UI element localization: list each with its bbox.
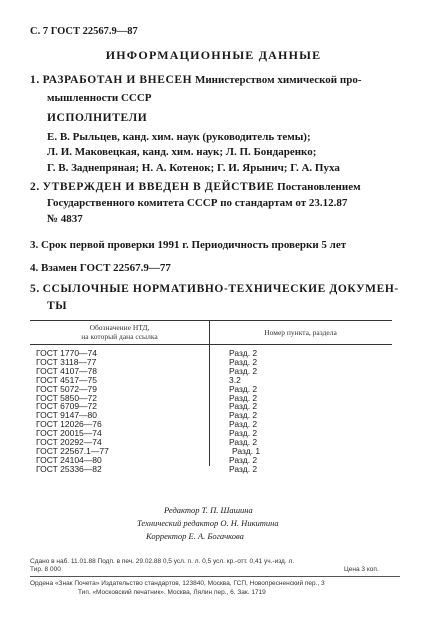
section-2-line2: Государственного комитета СССР по стандартам от 23.12.87 bbox=[47, 197, 348, 209]
table-cell-section: Разд. 2 bbox=[229, 365, 258, 376]
table-cell-designation: ГОСТ 6709—72 bbox=[36, 401, 98, 412]
table-cell-section: Разд. 2 bbox=[229, 356, 258, 367]
section-5 bbox=[30, 281, 399, 297]
table-cell-designation: ГОСТ 5072—79 bbox=[36, 383, 98, 394]
page-title: ИНФОРМАЦИОННЫЕ ДАННЫЕ bbox=[105, 48, 322, 62]
table-cell-designation: ГОСТ 9147—80 bbox=[36, 410, 98, 421]
table-cell-section: Разд. 2 bbox=[229, 383, 258, 394]
table-cell-designation: ГОСТ 12026—76 bbox=[36, 419, 102, 430]
table-cell-designation: ГОСТ 20015—74 bbox=[36, 428, 102, 439]
imprint-price: Цена 3 коп. bbox=[344, 566, 379, 573]
section-5-line2 bbox=[47, 298, 67, 314]
section-1-text: Министерством химической про- bbox=[194, 74, 362, 86]
imprint-line1: Сдано в наб. 11.01.88 Подп. в печ. 29.02.88 0,5 усл. п. л. 0,5 усл. кр.-отт. 0,41 уч.-изд. л. bbox=[30, 558, 295, 565]
footer-rule bbox=[30, 576, 400, 577]
section-5-line1: ССЫЛОЧНЫЕ НОРМАТИВНО-ТЕХНИЧЕСКИЕ ДОКУМЕН- bbox=[42, 283, 399, 295]
imprint-copies: Тир. 8 000 bbox=[30, 566, 61, 573]
page-header: С. 7 ГОСТ 22567.9—87 bbox=[30, 26, 138, 37]
section-1-label: РАЗРАБОТАН И ВНЕСЕН bbox=[42, 74, 193, 86]
performers-label-text: ИСПОЛНИТЕЛИ bbox=[47, 112, 148, 124]
tech-editor-credit: Технический редактор О. Н. Никитина bbox=[137, 518, 279, 528]
section-2 bbox=[30, 179, 361, 195]
table-cell-designation: ГОСТ 4517—75 bbox=[36, 374, 98, 385]
table-cell-section: Разд. 2 bbox=[229, 454, 258, 465]
table-cell-designation: ГОСТ 22567.1—77 bbox=[36, 445, 109, 456]
section-2-label: УТВЕРЖДЕН И ВВЕДЕН В ДЕЙСТВИЕ bbox=[42, 181, 275, 193]
table-cell-section: Разд. 2 bbox=[229, 419, 258, 430]
table-header-col1-line1: Обозначение НТД, bbox=[89, 323, 150, 332]
section-2-num: 2. bbox=[30, 181, 40, 193]
table-cell-designation: ГОСТ 24104—80 bbox=[36, 454, 102, 465]
table-cell-section: Разд. 2 bbox=[229, 401, 258, 412]
table-cell-designation: ГОСТ 5850—72 bbox=[36, 392, 98, 403]
section-4-num: 4. bbox=[30, 262, 39, 274]
section-1 bbox=[30, 72, 362, 88]
section-4-text: Взамен ГОСТ 22567.9—77 bbox=[41, 262, 171, 274]
table-cell-section: Разд. 2 bbox=[229, 437, 258, 447]
section-3 bbox=[30, 237, 346, 253]
section-2-line3: № 4837 bbox=[47, 213, 83, 225]
section-5-line2-text: ТЫ bbox=[47, 300, 68, 312]
section-2-text: Постановлением bbox=[277, 181, 361, 193]
performers-line3: Г. В. Заднепряная; Н. А. Котенок; Г. И. Ярынич; Г. А. Пуха bbox=[47, 162, 340, 174]
performers-line1: Е. В. Рыльцев, канд. хим. наук (руководитель темы); bbox=[47, 131, 311, 143]
table-top-rule bbox=[30, 320, 392, 321]
section-1-line2-text: мышленности СССР bbox=[47, 92, 152, 104]
corrector-credit: Корректор Е. А. Богачкова bbox=[146, 531, 244, 541]
table-cell-section: Разд. 2 bbox=[229, 348, 258, 358]
section-3-num: 3. bbox=[30, 239, 39, 251]
performers-line2: Л. И. Маковецкая, канд. хим. наук; Л. П. Бондаренко; bbox=[47, 146, 317, 158]
editor-credit: Редактор Т. П. Шашина bbox=[164, 505, 253, 515]
table-cell-designation: ГОСТ 20292—74 bbox=[36, 437, 102, 447]
table-header-col1-line2: на который дана ссылка bbox=[81, 332, 158, 341]
table-cell-designation: ГОСТ 25336—82 bbox=[36, 463, 102, 474]
table-cell-section: 3.2 bbox=[229, 374, 241, 385]
table-cell-designation: ГОСТ 1770—74 bbox=[36, 348, 98, 358]
publisher-line1: Ордена «Знак Почета» Издательство стандартов, 123840, Москва, ГСП, Новопресненский пер., 3 bbox=[30, 580, 325, 587]
table-cell-section: Разд. 1 bbox=[232, 445, 261, 456]
section-5-num: 5. bbox=[30, 283, 40, 295]
table-header-rule bbox=[30, 344, 392, 345]
table-cell-section: Разд. 2 bbox=[229, 463, 258, 474]
table-cell-section: Разд. 2 bbox=[229, 392, 258, 403]
section-4 bbox=[30, 260, 171, 276]
section-3-text: Срок первой проверки 1991 г. Периодичность проверки 5 лет bbox=[41, 239, 347, 251]
table-cell-designation: ГОСТ 4107—78 bbox=[36, 365, 98, 376]
table-header-col2: Номер пункта, раздела bbox=[264, 328, 337, 337]
publisher-line2: Тип. «Московский печатник». Москва, Лялин пер., 6. Зак. 1719 bbox=[78, 589, 266, 596]
table-column-divider bbox=[209, 320, 210, 466]
section-1-num: 1. bbox=[30, 74, 40, 86]
table-cell-section: Разд. 2 bbox=[229, 428, 258, 439]
performers-label bbox=[47, 110, 147, 126]
table-cell-section: Разд. 2 bbox=[229, 410, 258, 421]
section-1-line2 bbox=[47, 90, 152, 106]
table-cell-designation: ГОСТ 3118—77 bbox=[36, 356, 97, 367]
